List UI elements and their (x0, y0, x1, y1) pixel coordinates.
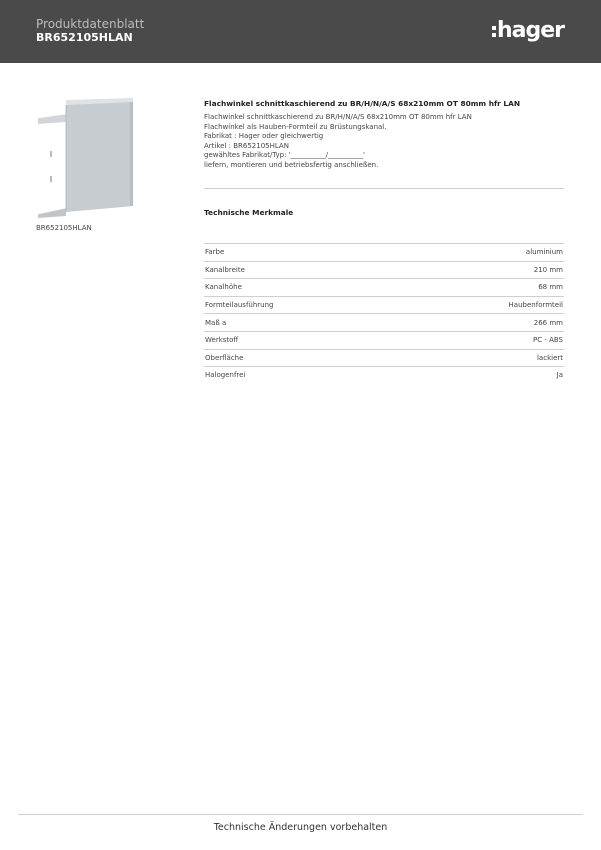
product-description (204, 99, 564, 171)
spec-label: Oberfläche (205, 353, 244, 362)
specs-title: Technische Merkmale (204, 208, 294, 217)
description-line: liefern, montieren und betriebsfertig anschließen. (204, 160, 379, 169)
description-text (204, 113, 564, 171)
product-title: Flachwinkel schnittkaschierend zu BR/H/N/A/S 68x210mm OT 80mm hfr LAN (204, 99, 521, 108)
logo-wordmark: hager (497, 18, 565, 43)
page-header (0, 0, 601, 63)
description-line: gewähltes Fabrikat/Typ: '__________/__________' (204, 151, 365, 160)
spec-value: 68 mm (538, 283, 563, 292)
spec-value: Ja (556, 371, 563, 380)
spec-row (204, 278, 564, 296)
hager-logo (492, 18, 564, 44)
document-type: Produktdatenblatt (36, 17, 145, 31)
description-line: Artikel : BR652105HLAN (204, 141, 289, 150)
footer-divider (18, 814, 583, 815)
spec-value: lackiert (536, 353, 563, 362)
product-image (36, 96, 136, 220)
spec-value: 266 mm (533, 318, 563, 327)
spec-label: Farbe (205, 248, 225, 257)
spec-value: aluminium (525, 248, 563, 257)
logo-dots-icon (492, 26, 496, 37)
description-line: Fabrikat : Hager oder gleichwertig (204, 132, 324, 141)
spec-label: Formteilausführung (205, 301, 274, 310)
document-code: BR652105HLAN (36, 31, 133, 44)
spec-label: Kanalbreite (205, 265, 245, 274)
product-image-caption: BR652105HLAN (36, 224, 92, 232)
spec-label: Werkstoff (205, 336, 239, 345)
spec-row (204, 331, 564, 349)
footer-note: Technische Änderungen vorbehalten (213, 822, 388, 833)
specs-table (204, 243, 564, 384)
spec-value: Haubenformteil (508, 301, 563, 310)
spec-row (204, 296, 564, 314)
spec-row (204, 313, 564, 331)
description-line: Flachwinkel schnittkaschierend zu BR/H/N/A/S 68x210mm OT 80mm hfr LAN (204, 113, 472, 121)
spec-label: Halogenfrei (205, 371, 246, 380)
spec-row (204, 261, 564, 279)
spec-row (204, 366, 564, 384)
spec-value: PC - ABS (533, 336, 563, 345)
spec-label: Kanalhöhe (205, 283, 242, 292)
spec-label: Maß a (205, 318, 227, 327)
section-divider (204, 188, 564, 189)
description-line: Flachwinkel als Hauben-Formteil zu Brüstungskanal. (204, 122, 387, 131)
spec-row (204, 349, 564, 367)
spec-value: 210 mm (533, 265, 563, 274)
spec-row (204, 243, 564, 261)
